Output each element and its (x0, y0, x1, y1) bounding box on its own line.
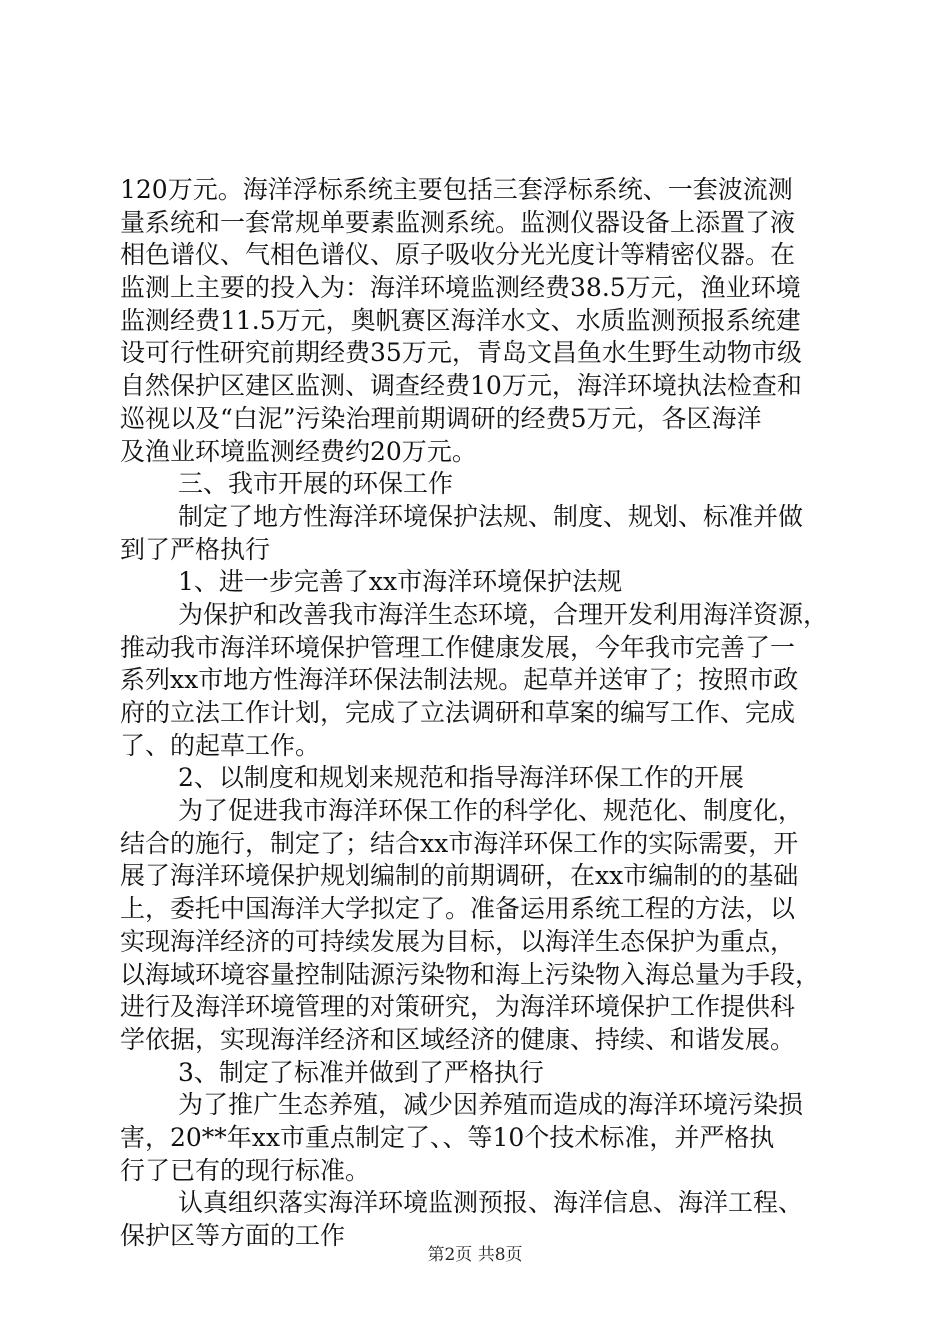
text-line: 到了严格执行 (120, 534, 271, 564)
text-line: 展了海洋环境保护规划编制的前期调研，在xx市编制的的基础 (120, 861, 799, 891)
text-line: 推动我市海洋环境保护管理工作健康发展，今年我市完善了一 (120, 632, 796, 662)
text-line: 量系统和一套常规单要素监测系统。监测仪器设备上添置了液 (120, 207, 796, 237)
text-line: 府的立法工作计划，完成了立法调研和草案的编写工作、完成 (120, 698, 796, 727)
subsection-heading: 1、进一步完善了xx市海洋环境保护法规 (178, 567, 623, 597)
subsection-heading: 3、制定了标准并做到了严格执行 (178, 1057, 544, 1087)
text-line: 害，20**年xx市重点制定了、、等10个技术标准，并严格执 (120, 1122, 775, 1152)
text-line: 进行及海洋环境管理的对策研究，为海洋环境保护工作提供科 (120, 992, 796, 1022)
text-line: 监测上主要的投入为：海洋环境监测经费38.5万元，渔业环境 (120, 273, 801, 303)
text-line: 120万元。海洋浮标系统主要包括三套浮标系统、一套波流测 (120, 175, 793, 204)
document-body (120, 174, 840, 1253)
text-line: 为保护和改善我市海洋生态环境，合理开发利用海洋资源， (178, 599, 829, 629)
subsection-heading: 2、以制度和规划来规范和指导海洋环保工作的开展 (178, 763, 744, 793)
page-footer: 第2页 共8页 (427, 1245, 523, 1265)
section-heading: 三、我市开展的环保工作 (178, 469, 454, 499)
text-line: 监测经费11.5万元，奥帆赛区海洋水文、水质监测预报系统建 (120, 305, 801, 335)
text-line: 巡视以及“白泥”污染治理前期调研的经费5万元，各区海洋 (120, 403, 762, 433)
text-line: 为了推广生态养殖，减少因养殖而造成的海洋环境污染损 (178, 1090, 804, 1120)
text-line: 系列xx市地方性海洋环保法制法规。起草并送审了；按照市政 (120, 665, 799, 695)
text-line: 相色谱仪、气相色谱仪、原子吸收分光光度计等精密仪器。在 (120, 240, 796, 270)
text-line: 设可行性研究前期经费35万元，青岛文昌鱼水生野生动物市级 (120, 338, 802, 368)
text-line: 学依据，实现海洋经济和区域经济的健康、持续、和谐发展。 (120, 1024, 796, 1054)
text-line: 及渔业环境监测经费约20万元。 (120, 436, 477, 466)
text-line: 制定了地方性海洋环境保护法规、制度、规划、标准并做 (178, 501, 804, 531)
text-line: 实现海洋经济的可持续发展为目标，以海洋生态保护为重点， (120, 926, 796, 956)
text-line: 认真组织落实海洋环境监测预报、海洋信息、海洋工程、 (178, 1188, 804, 1218)
text-line: 保护区等方面的工作 (120, 1221, 346, 1250)
text-line: 了、的起草工作。 (120, 730, 321, 760)
text-line: 结合的施行，制定了；结合xx市海洋环保工作的实际需要，开 (120, 828, 799, 858)
text-line: 自然保护区建区监测、调查经费10万元，海洋环境执法检查和 (120, 371, 802, 401)
text-line: 行了已有的现行标准。 (120, 1155, 371, 1185)
text-line: 以海域环境容量控制陆源污染物和海上污染物入海总量为手段， (120, 959, 821, 989)
text-line: 上，委托中国海洋大学拟定了。准备运用系统工程的方法，以 (120, 894, 796, 924)
text-line: 为了促进我市海洋环保工作的科学化、规范化、制度化， (178, 796, 804, 826)
